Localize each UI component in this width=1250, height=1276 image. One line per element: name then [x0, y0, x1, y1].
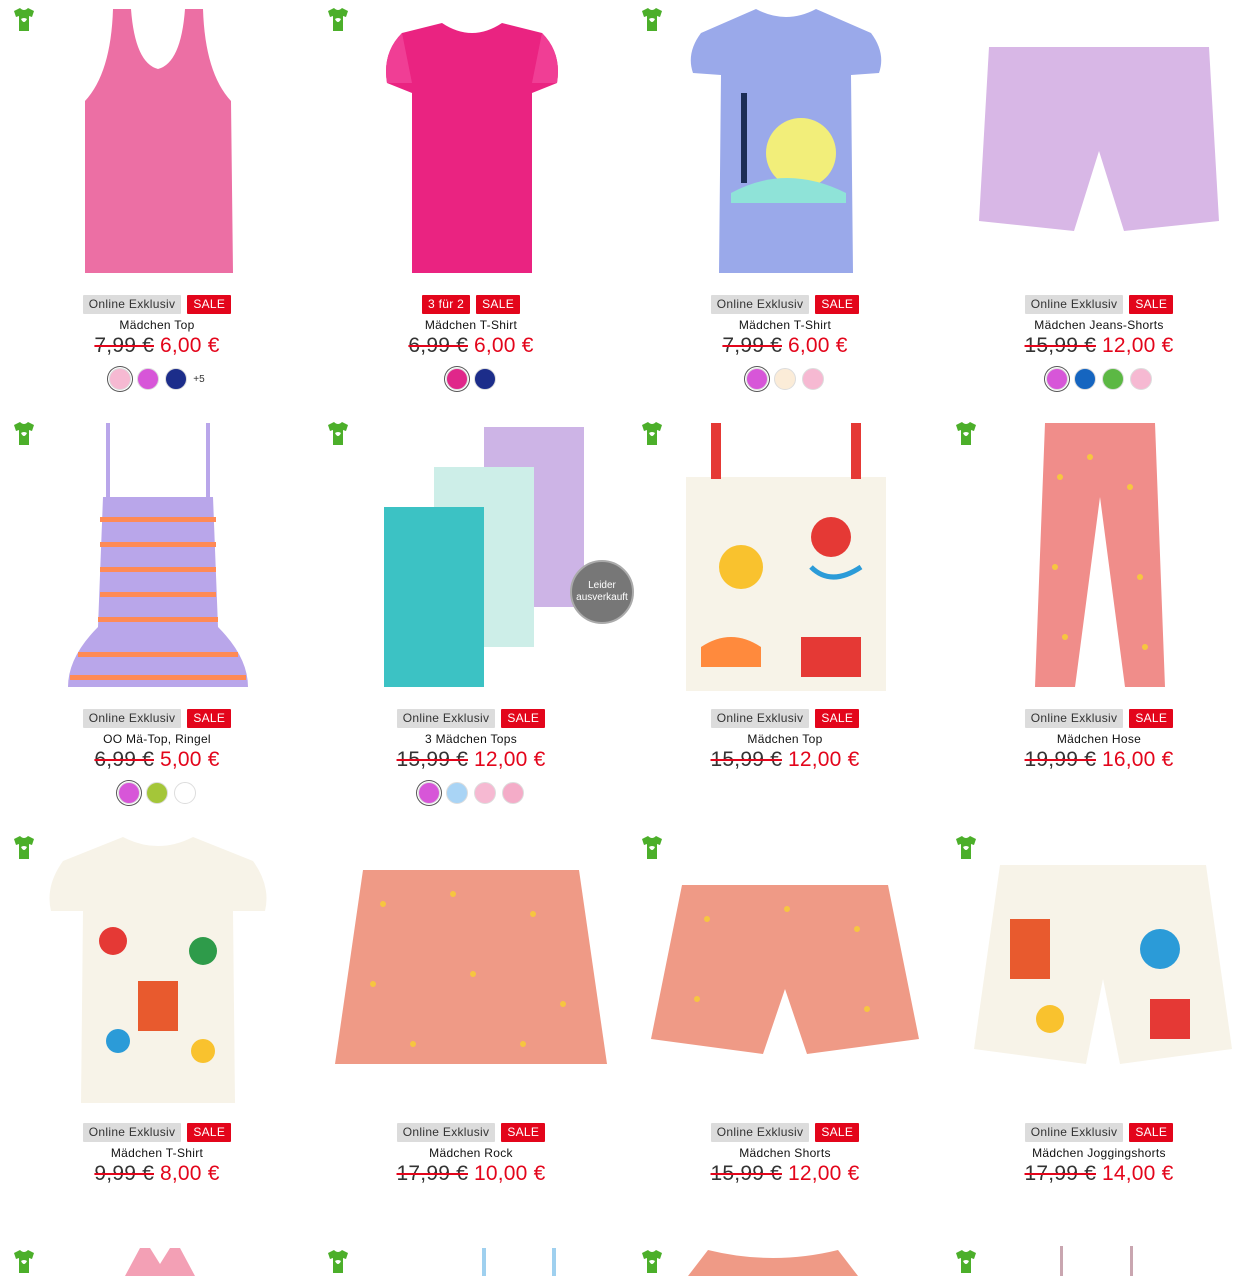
eco-shirt-icon [324, 7, 352, 33]
sale-badge: SALE [815, 295, 859, 314]
online-exclusive-badge: Online Exklusiv [1025, 709, 1124, 728]
product-image[interactable] [354, 0, 590, 282]
online-exclusive-badge: Online Exklusiv [83, 295, 182, 314]
online-exclusive-badge: Online Exklusiv [397, 1123, 496, 1142]
sale-price: 12,00 € [1102, 334, 1174, 357]
product-image[interactable] [120, 1244, 200, 1276]
product-card[interactable] [942, 0, 1250, 414]
promo-badge: 3 für 2 [422, 295, 470, 314]
color-swatch[interactable] [118, 782, 140, 804]
product-image[interactable] [331, 828, 611, 1110]
color-swatches [0, 782, 314, 804]
product-card[interactable] [314, 828, 628, 1242]
product-image[interactable] [1052, 1246, 1142, 1276]
product-name[interactable]: Mädchen Rock [429, 1146, 513, 1160]
eco-shirt-icon [10, 835, 38, 861]
color-swatches [628, 368, 942, 390]
sale-badge: SALE [815, 1123, 859, 1142]
old-price: 15,99 € [710, 748, 782, 771]
sale-price: 5,00 € [160, 748, 220, 771]
old-price: 17,99 € [1024, 1162, 1096, 1185]
product-name[interactable]: Mädchen T-Shirt [738, 318, 832, 332]
online-exclusive-badge: Online Exklusiv [711, 295, 810, 314]
tshirt-image [372, 3, 572, 279]
trousers-image [1030, 417, 1170, 693]
product-image[interactable] [40, 0, 276, 282]
product-name[interactable]: Mädchen Jeans-Shorts [1034, 318, 1164, 332]
old-price: 6,99 € [408, 334, 468, 357]
sale-badge: SALE [815, 709, 859, 728]
price [314, 334, 628, 358]
three-tops-image [374, 417, 594, 693]
product-image[interactable] [974, 0, 1224, 282]
sale-price: 12,00 € [788, 1162, 860, 1185]
shorts-print-image [647, 879, 923, 1059]
online-exclusive-badge: Online Exklusiv [1025, 1123, 1124, 1142]
eco-shirt-icon [638, 7, 666, 33]
color-swatch[interactable] [474, 368, 496, 390]
product-image[interactable] [676, 414, 896, 696]
color-swatches [942, 368, 1250, 390]
print-tshirt-image [43, 831, 273, 1107]
color-swatch[interactable] [774, 368, 796, 390]
product-card[interactable] [0, 0, 314, 414]
eco-shirt-icon [638, 1249, 666, 1275]
sale-price: 10,00 € [474, 1162, 546, 1185]
product-name[interactable]: Mädchen Shorts [739, 1146, 831, 1160]
eco-shirt-icon [324, 421, 352, 447]
product-card[interactable] [314, 414, 628, 828]
more-colors[interactable]: +5 [193, 373, 205, 385]
price [942, 748, 1250, 772]
tank-top-image [73, 3, 243, 279]
price [628, 748, 942, 772]
color-swatch[interactable] [1074, 368, 1096, 390]
sold-out-label: Leider [588, 580, 616, 591]
jogging-shorts-image [970, 859, 1236, 1079]
sale-price: 8,00 € [160, 1162, 220, 1185]
color-swatch[interactable] [109, 368, 131, 390]
product-name[interactable]: Mädchen Top [119, 318, 195, 332]
product-image[interactable] [354, 414, 614, 696]
skirt-image [333, 864, 609, 1074]
product-name[interactable]: Mädchen Top [747, 732, 823, 746]
price [942, 1162, 1250, 1186]
product-image[interactable] [474, 1248, 564, 1276]
color-swatch[interactable] [474, 782, 496, 804]
old-price: 6,99 € [94, 748, 154, 771]
color-swatch[interactable] [165, 368, 187, 390]
eco-shirt-icon [10, 1249, 38, 1275]
product-card[interactable] [0, 828, 314, 1242]
product-card[interactable] [628, 414, 942, 828]
price [942, 334, 1250, 358]
sale-badge: SALE [187, 1123, 231, 1142]
shorts-image [974, 41, 1224, 241]
sale-price: 6,00 € [474, 334, 534, 357]
sold-out-badge [570, 560, 634, 624]
product-name[interactable]: OO Mä-Top, Ringel [103, 732, 211, 746]
sale-badge: SALE [501, 709, 545, 728]
product-card[interactable] [314, 0, 628, 414]
color-swatch[interactable] [137, 368, 159, 390]
product-image[interactable] [40, 828, 276, 1110]
color-swatches [314, 368, 628, 390]
eco-shirt-icon [10, 7, 38, 33]
color-swatch[interactable] [174, 782, 196, 804]
sale-badge: SALE [476, 295, 520, 314]
sale-badge: SALE [187, 709, 231, 728]
product-image[interactable] [982, 414, 1218, 696]
color-swatch[interactable] [1102, 368, 1124, 390]
product-image[interactable] [40, 414, 276, 696]
online-exclusive-badge: Online Exklusiv [711, 1123, 810, 1142]
product-name[interactable]: 3 Mädchen Tops [424, 732, 518, 746]
product-card[interactable] [628, 828, 942, 1242]
color-swatches [0, 368, 314, 390]
online-exclusive-badge: Online Exklusiv [1025, 295, 1124, 314]
color-swatch[interactable] [1130, 368, 1152, 390]
price [628, 334, 942, 358]
price [0, 748, 314, 772]
old-price: 15,99 € [710, 1162, 782, 1185]
product-name[interactable]: Mädchen Hose [1056, 732, 1142, 746]
eco-shirt-icon [638, 421, 666, 447]
product-name[interactable]: Mädchen T-Shirt [424, 318, 518, 332]
eco-shirt-icon [952, 1249, 980, 1275]
old-price: 15,99 € [1024, 334, 1096, 357]
product-card[interactable] [314, 1242, 628, 1276]
color-swatch[interactable] [446, 368, 468, 390]
product-card[interactable] [942, 414, 1250, 828]
striped-top-image [58, 417, 258, 693]
print-top-image [681, 417, 891, 693]
sale-badge: SALE [1129, 1123, 1173, 1142]
sale-price: 12,00 € [474, 748, 546, 771]
sale-badge: SALE [501, 1123, 545, 1142]
eco-shirt-icon [10, 421, 38, 447]
color-swatch[interactable] [446, 782, 468, 804]
online-exclusive-badge: Online Exklusiv [83, 709, 182, 728]
price [628, 1162, 942, 1186]
sale-price: 14,00 € [1102, 1162, 1174, 1185]
price [0, 1162, 314, 1186]
old-price: 15,99 € [396, 748, 468, 771]
online-exclusive-badge: Online Exklusiv [397, 709, 496, 728]
eco-shirt-icon [324, 1249, 352, 1275]
eco-shirt-icon [952, 421, 980, 447]
color-swatch[interactable] [1046, 368, 1068, 390]
old-price: 7,99 € [94, 334, 154, 357]
product-image[interactable] [688, 1246, 858, 1276]
product-card[interactable] [942, 1242, 1250, 1276]
product-name[interactable]: Mädchen T-Shirt [110, 1146, 204, 1160]
color-swatch[interactable] [746, 368, 768, 390]
price [314, 1162, 628, 1186]
product-image[interactable] [645, 828, 925, 1110]
product-image[interactable] [968, 828, 1238, 1110]
product-card[interactable] [628, 0, 942, 414]
sale-badge: SALE [1129, 295, 1173, 314]
product-name[interactable]: Mädchen Joggingshorts [1032, 1146, 1166, 1160]
online-exclusive-badge: Online Exklusiv [711, 709, 810, 728]
old-price: 17,99 € [396, 1162, 468, 1185]
color-swatch[interactable] [802, 368, 824, 390]
tshirt-print-image [681, 3, 891, 279]
old-price: 7,99 € [722, 334, 782, 357]
color-swatches [314, 782, 628, 804]
sale-price: 6,00 € [788, 334, 848, 357]
color-swatch[interactable] [418, 782, 440, 804]
sale-price: 6,00 € [160, 334, 220, 357]
sale-badge: SALE [1129, 709, 1173, 728]
online-exclusive-badge: Online Exklusiv [83, 1123, 182, 1142]
price [0, 334, 314, 358]
product-card[interactable] [942, 828, 1250, 1242]
old-price: 9,99 € [94, 1162, 154, 1185]
color-swatch[interactable] [146, 782, 168, 804]
product-card[interactable] [0, 1242, 314, 1276]
product-card[interactable] [0, 414, 314, 828]
product-card[interactable] [628, 1242, 942, 1276]
product-image[interactable] [668, 0, 904, 282]
color-swatch[interactable] [502, 782, 524, 804]
sale-price: 16,00 € [1102, 748, 1174, 771]
sold-out-label: ausverkauft [576, 592, 628, 603]
old-price: 19,99 € [1024, 748, 1096, 771]
price [314, 748, 628, 772]
sale-price: 12,00 € [788, 748, 860, 771]
sale-badge: SALE [187, 295, 231, 314]
